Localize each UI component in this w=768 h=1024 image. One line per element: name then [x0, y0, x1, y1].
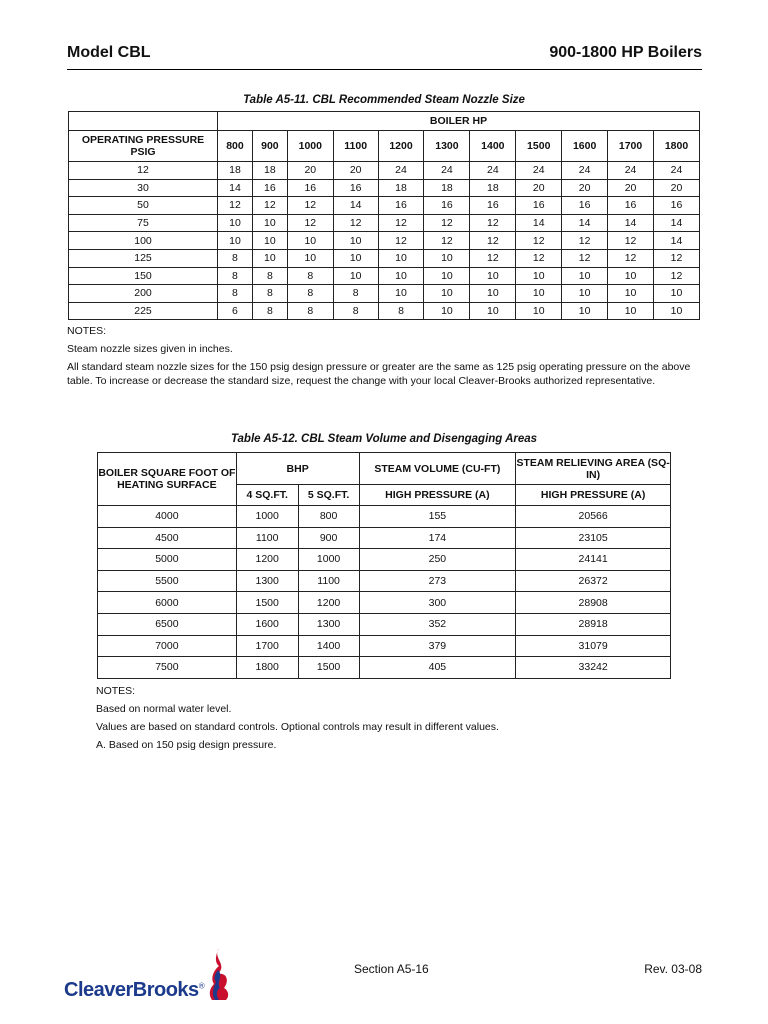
- header-rule: [67, 69, 702, 70]
- nozzle-size-cell: 12: [608, 232, 654, 250]
- nozzle-size-cell: 10: [424, 302, 470, 320]
- table2-caption: Table A5-12. CBL Steam Volume and Disengaging Areas: [230, 433, 538, 445]
- pressure-cell: 150: [69, 267, 218, 285]
- table2-cell: 155: [359, 506, 516, 528]
- nozzle-size-cell: 10: [516, 267, 562, 285]
- table2-surface-header: BOILER SQUARE FOOT OF HEATING SURFACE: [98, 453, 237, 506]
- table2-cell: 1500: [298, 657, 359, 679]
- table2-cell: 273: [359, 570, 516, 592]
- table-row: [98, 613, 671, 635]
- table2-cell: 300: [359, 592, 516, 614]
- table2-cell: 1600: [236, 613, 298, 635]
- nozzle-size-cell: 16: [654, 197, 700, 215]
- table2-bhp4-header: 4 SQ.FT.: [236, 485, 298, 506]
- table2-cell: 7500: [98, 657, 237, 679]
- table-row: [69, 214, 700, 232]
- table2-bhp-header: BHP: [236, 453, 359, 485]
- table2-cell: 1500: [236, 592, 298, 614]
- table-row: [69, 285, 700, 303]
- header-title: 900-1800 HP Boilers: [549, 44, 702, 61]
- nozzle-size-cell: 10: [608, 285, 654, 303]
- table2-cell: 33242: [516, 657, 671, 679]
- pressure-cell: 30: [69, 179, 218, 197]
- nozzle-size-cell: 8: [218, 267, 253, 285]
- steam-volume-table: [97, 452, 671, 679]
- nozzle-size-cell: 18: [470, 179, 516, 197]
- nozzle-size-cell: 12: [333, 214, 378, 232]
- table1-col-header: 1400: [470, 131, 516, 162]
- table2-cell: 28908: [516, 592, 671, 614]
- nozzle-size-cell: 12: [470, 214, 516, 232]
- nozzle-size-cell: 10: [562, 285, 608, 303]
- table1-caption: Table A5-11. CBL Recommended Steam Nozzle Size: [243, 94, 525, 106]
- nozzle-size-cell: 10: [654, 285, 700, 303]
- table1-col-header: 1300: [424, 131, 470, 162]
- flame-icon: [206, 946, 232, 1002]
- table2-cell: 1700: [236, 635, 298, 657]
- nozzle-size-cell: 12: [608, 249, 654, 267]
- table1-col-header: 1100: [333, 131, 378, 162]
- table1-group-header: BOILER HP: [218, 112, 700, 131]
- nozzle-size-cell: 8: [287, 285, 333, 303]
- table-row: [69, 267, 700, 285]
- steam-nozzle-table: [68, 111, 700, 320]
- table2-volume-header: STEAM VOLUME (CU-FT): [359, 453, 516, 485]
- nozzle-size-cell: 12: [287, 197, 333, 215]
- table-row: [69, 179, 700, 197]
- nozzle-size-cell: 24: [470, 162, 516, 180]
- note-line: Values are based on standard controls. Optional controls may result in different values.: [96, 721, 499, 733]
- table2-cell: 900: [298, 527, 359, 549]
- table1-col-header: 1600: [562, 131, 608, 162]
- nozzle-size-cell: 18: [218, 162, 253, 180]
- nozzle-size-cell: 10: [333, 267, 378, 285]
- pressure-cell: 100: [69, 232, 218, 250]
- nozzle-size-cell: 10: [287, 249, 333, 267]
- table-row: [69, 197, 700, 215]
- footer-section: Section A5-16: [354, 962, 429, 976]
- nozzle-size-cell: 12: [562, 232, 608, 250]
- nozzle-size-cell: 18: [252, 162, 287, 180]
- table-row: [98, 570, 671, 592]
- nozzle-size-cell: 12: [424, 232, 470, 250]
- nozzle-size-cell: 16: [378, 197, 424, 215]
- nozzle-size-cell: 20: [287, 162, 333, 180]
- nozzle-size-cell: 20: [608, 179, 654, 197]
- nozzle-size-cell: 16: [516, 197, 562, 215]
- table1-col-header: 1800: [654, 131, 700, 162]
- table2-cell: 5000: [98, 549, 237, 571]
- nozzle-size-cell: 6: [218, 302, 253, 320]
- table1-notes: [67, 324, 707, 392]
- nozzle-size-cell: 14: [562, 214, 608, 232]
- nozzle-size-cell: 24: [654, 162, 700, 180]
- pressure-cell: 50: [69, 197, 218, 215]
- table2-cell: 1200: [236, 549, 298, 571]
- table2-cell: 23105: [516, 527, 671, 549]
- table1-col-header: 1000: [287, 131, 333, 162]
- nozzle-size-cell: 10: [562, 267, 608, 285]
- table2-area-subheader: HIGH PRESSURE (A): [516, 485, 671, 506]
- table-row: [69, 302, 700, 320]
- nozzle-size-cell: 8: [218, 249, 253, 267]
- nozzle-size-cell: 16: [608, 197, 654, 215]
- note-line: Based on normal water level.: [96, 703, 232, 715]
- note-line: All standard steam nozzle sizes for the 150 psig design pressure or greater are the same as 125 psig operating pressure on the above table. To increase or decrease the standard size, request the change with your local Cleaver-Brooks authorized representative.: [67, 361, 691, 387]
- table2-cell: 405: [359, 657, 516, 679]
- table2-cell: 250: [359, 549, 516, 571]
- nozzle-size-cell: 14: [654, 232, 700, 250]
- nozzle-size-cell: 14: [333, 197, 378, 215]
- nozzle-size-cell: 14: [516, 214, 562, 232]
- nozzle-size-cell: 12: [470, 249, 516, 267]
- nozzle-size-cell: 20: [562, 179, 608, 197]
- nozzle-size-cell: 10: [608, 267, 654, 285]
- nozzle-size-cell: 10: [252, 232, 287, 250]
- table2-cell: 4500: [98, 527, 237, 549]
- nozzle-size-cell: 8: [378, 302, 424, 320]
- nozzle-size-cell: 12: [378, 232, 424, 250]
- table2-cell: 1000: [298, 549, 359, 571]
- nozzle-size-cell: 16: [287, 179, 333, 197]
- nozzle-size-cell: 10: [654, 302, 700, 320]
- table1-col-header: 1700: [608, 131, 654, 162]
- table1-col-header: 1200: [378, 131, 424, 162]
- nozzle-size-cell: 10: [287, 232, 333, 250]
- table2-cell: 352: [359, 613, 516, 635]
- nozzle-size-cell: 20: [516, 179, 562, 197]
- table2-volume-subheader: HIGH PRESSURE (A): [359, 485, 516, 506]
- nozzle-size-cell: 10: [470, 285, 516, 303]
- table2-cell: 26372: [516, 570, 671, 592]
- table2-cell: 379: [359, 635, 516, 657]
- nozzle-size-cell: 12: [378, 214, 424, 232]
- nozzle-size-cell: 10: [218, 232, 253, 250]
- table2-cell: 1800: [236, 657, 298, 679]
- nozzle-size-cell: 16: [470, 197, 516, 215]
- nozzle-size-cell: 14: [654, 214, 700, 232]
- nozzle-size-cell: 10: [218, 214, 253, 232]
- nozzle-size-cell: 16: [562, 197, 608, 215]
- nozzle-size-cell: 12: [424, 214, 470, 232]
- nozzle-size-cell: 10: [378, 249, 424, 267]
- pressure-cell: 125: [69, 249, 218, 267]
- nozzle-size-cell: 10: [470, 302, 516, 320]
- nozzle-size-cell: 24: [424, 162, 470, 180]
- nozzle-size-cell: 8: [287, 267, 333, 285]
- table2-cell: 31079: [516, 635, 671, 657]
- table2-cell: 20566: [516, 506, 671, 528]
- nozzle-size-cell: 14: [218, 179, 253, 197]
- table2-cell: 1100: [236, 527, 298, 549]
- nozzle-size-cell: 12: [287, 214, 333, 232]
- nozzle-size-cell: 12: [252, 197, 287, 215]
- table2-notes: [96, 684, 716, 756]
- nozzle-size-cell: 16: [333, 179, 378, 197]
- nozzle-size-cell: 8: [252, 302, 287, 320]
- table-row: [69, 232, 700, 250]
- nozzle-size-cell: 8: [252, 267, 287, 285]
- nozzle-size-cell: 12: [516, 232, 562, 250]
- pressure-cell: 200: [69, 285, 218, 303]
- table2-cell: 174: [359, 527, 516, 549]
- nozzle-size-cell: 10: [378, 267, 424, 285]
- nozzle-size-cell: 8: [252, 285, 287, 303]
- table1-corner: [69, 112, 218, 131]
- note-line: NOTES:: [67, 325, 107, 337]
- nozzle-size-cell: 10: [252, 214, 287, 232]
- table-row: [98, 657, 671, 679]
- nozzle-size-cell: 24: [608, 162, 654, 180]
- note-line: Steam nozzle sizes given in inches.: [67, 343, 233, 355]
- nozzle-size-cell: 12: [516, 249, 562, 267]
- nozzle-size-cell: 12: [218, 197, 253, 215]
- nozzle-size-cell: 12: [654, 249, 700, 267]
- nozzle-size-cell: 12: [654, 267, 700, 285]
- nozzle-size-cell: 16: [424, 197, 470, 215]
- table2-cell: 4000: [98, 506, 237, 528]
- nozzle-size-cell: 10: [252, 249, 287, 267]
- nozzle-size-cell: 10: [608, 302, 654, 320]
- nozzle-size-cell: 10: [424, 249, 470, 267]
- table2-cell: 1300: [298, 613, 359, 635]
- table2-cell: 800: [298, 506, 359, 528]
- nozzle-size-cell: 8: [333, 302, 378, 320]
- nozzle-size-cell: 20: [654, 179, 700, 197]
- note-line: NOTES:: [96, 685, 136, 697]
- nozzle-size-cell: 24: [516, 162, 562, 180]
- nozzle-size-cell: 18: [424, 179, 470, 197]
- note-line: A. Based on 150 psig design pressure.: [96, 739, 277, 751]
- table2-bhp5-header: 5 SQ.FT.: [298, 485, 359, 506]
- table2-area-header: STEAM RELIEVING AREA (SQ-IN): [516, 453, 671, 485]
- nozzle-size-cell: 10: [470, 267, 516, 285]
- nozzle-size-cell: 10: [333, 249, 378, 267]
- nozzle-size-cell: 12: [562, 249, 608, 267]
- nozzle-size-cell: 10: [562, 302, 608, 320]
- table-row: [69, 249, 700, 267]
- table2-cell: 7000: [98, 635, 237, 657]
- table1-col-header: 800: [218, 131, 253, 162]
- nozzle-size-cell: 14: [608, 214, 654, 232]
- table-row: [98, 527, 671, 549]
- nozzle-size-cell: 24: [562, 162, 608, 180]
- cleaver-brooks-logo: [64, 946, 232, 1002]
- header-model: Model CBL: [67, 44, 151, 61]
- nozzle-size-cell: 10: [424, 285, 470, 303]
- table-row: [98, 506, 671, 528]
- table2-cell: 1200: [298, 592, 359, 614]
- nozzle-size-cell: 8: [333, 285, 378, 303]
- nozzle-size-cell: 18: [378, 179, 424, 197]
- table2-cell: 28918: [516, 613, 671, 635]
- nozzle-size-cell: 16: [252, 179, 287, 197]
- nozzle-size-cell: 10: [516, 302, 562, 320]
- table2-cell: 24141: [516, 549, 671, 571]
- nozzle-size-cell: 10: [424, 267, 470, 285]
- logo-wordmark: CleaverBrooks®: [64, 979, 205, 1001]
- table2-cell: 6000: [98, 592, 237, 614]
- nozzle-size-cell: 8: [287, 302, 333, 320]
- table2-cell: 1000: [236, 506, 298, 528]
- table-row: [98, 549, 671, 571]
- table2-cell: 1100: [298, 570, 359, 592]
- table-row: [98, 592, 671, 614]
- pressure-cell: 225: [69, 302, 218, 320]
- table2-cell: 6500: [98, 613, 237, 635]
- table1-row-header: OPERATING PRESSURE PSIG: [69, 131, 218, 162]
- pressure-cell: 12: [69, 162, 218, 180]
- table-row: [98, 635, 671, 657]
- nozzle-size-cell: 10: [516, 285, 562, 303]
- table2-cell: 1300: [236, 570, 298, 592]
- nozzle-size-cell: 24: [378, 162, 424, 180]
- table1-col-header: 900: [252, 131, 287, 162]
- nozzle-size-cell: 10: [333, 232, 378, 250]
- footer-revision: Rev. 03-08: [644, 962, 702, 976]
- table2-cell: 1400: [298, 635, 359, 657]
- nozzle-size-cell: 10: [378, 285, 424, 303]
- table2-cell: 5500: [98, 570, 237, 592]
- table-row: [69, 162, 700, 180]
- nozzle-size-cell: 12: [470, 232, 516, 250]
- nozzle-size-cell: 20: [333, 162, 378, 180]
- pressure-cell: 75: [69, 214, 218, 232]
- table1-col-header: 1500: [516, 131, 562, 162]
- nozzle-size-cell: 8: [218, 285, 253, 303]
